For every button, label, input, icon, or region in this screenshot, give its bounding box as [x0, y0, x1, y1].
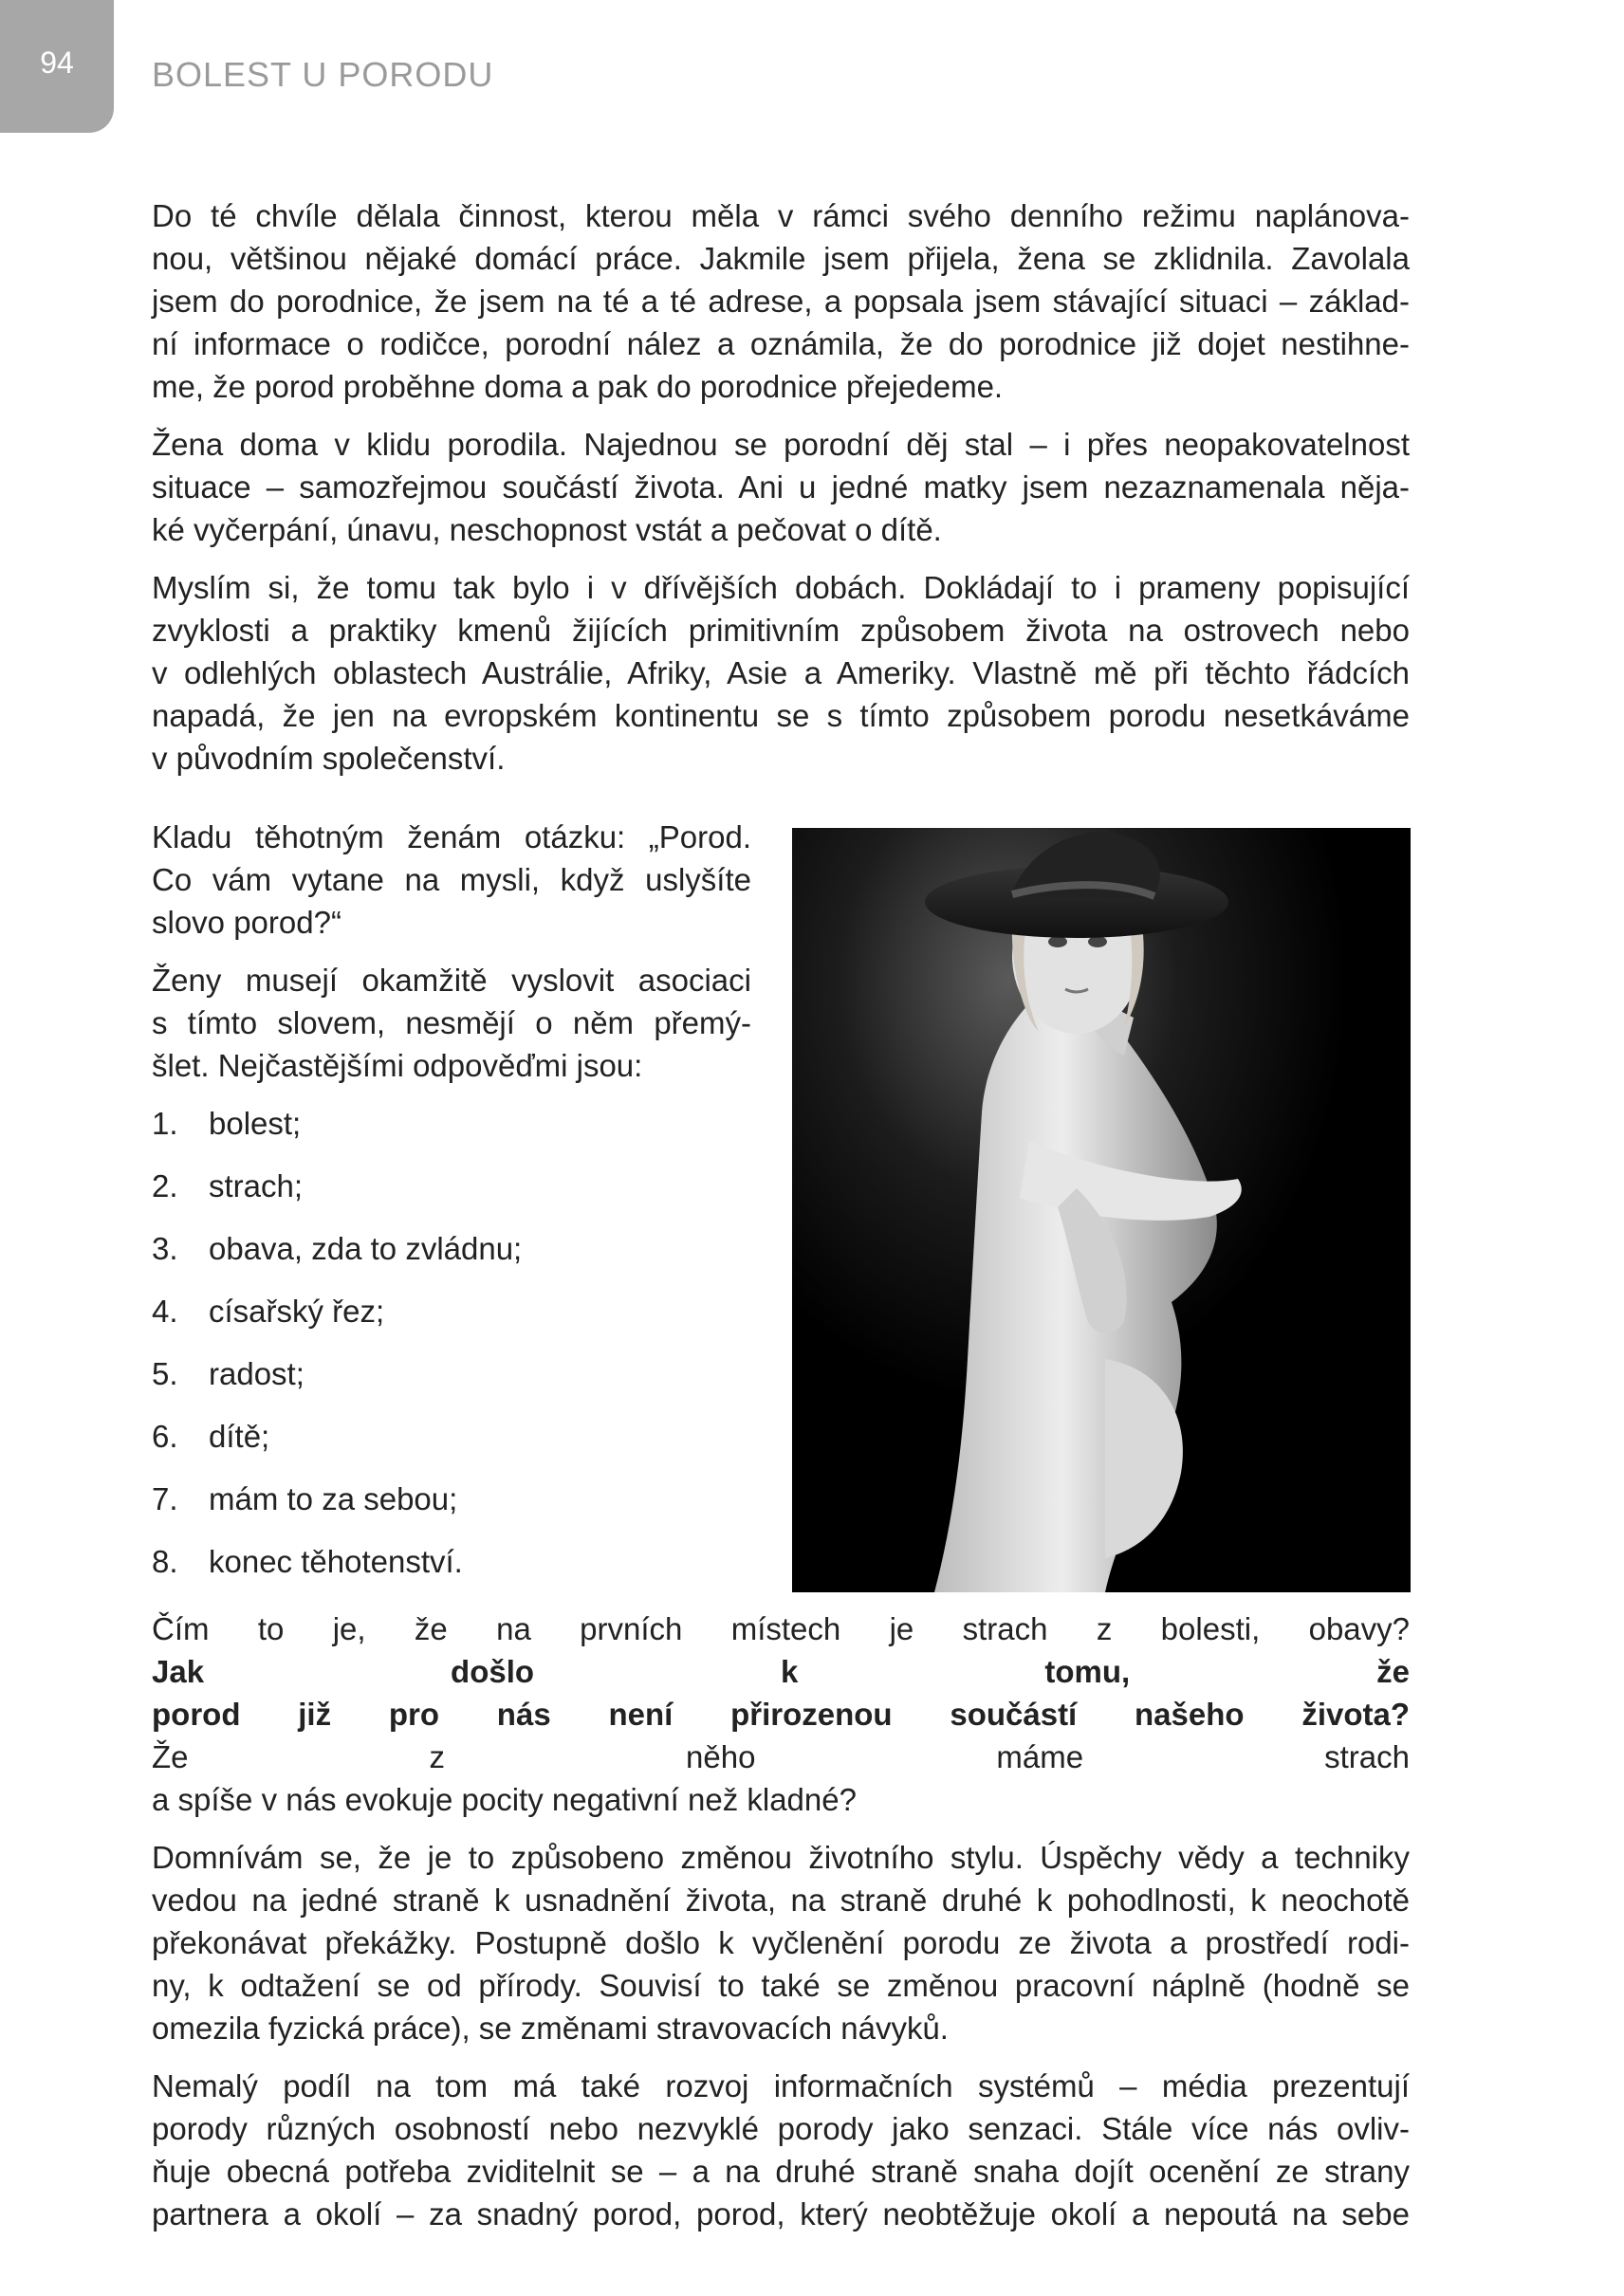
- list-item: [152, 1415, 751, 1478]
- paragraph-line: překonávat překážky. Postupně došlo k vyčlenění porodu ze života a prostředí rodi-: [152, 1925, 1410, 1960]
- paragraph-line: vedou na jedné straně k usnadnění života, na straně druhé k pohodlnosti, k neochotě: [152, 1883, 1410, 1918]
- text-run: Čím to je, že na prvních místech je strach z bolesti, obavy?: [152, 1611, 1410, 1646]
- paragraph-line: Co vám vytane na mysli, když uslyšíte: [152, 862, 751, 897]
- list-number: 3.: [152, 1231, 178, 1266]
- list-text: strach;: [209, 1168, 304, 1203]
- paragraph-line: slovo porod?“: [152, 905, 341, 940]
- paragraph-line: omezila fyzická práce), se změnami stravovacích návyků.: [152, 2011, 949, 2046]
- paragraph-line: Myslím si, že tomu tak bylo i v dřívějších dobách. Dokládají to i prameny popisující: [152, 570, 1410, 605]
- paragraph-line: ké vyčerpání, únavu, neschopnost vstát a pečovat o dítě.: [152, 512, 942, 547]
- list-number: 1.: [152, 1106, 178, 1141]
- list-number: 5.: [152, 1356, 178, 1391]
- list-item: [152, 1352, 751, 1415]
- list-number: 4.: [152, 1294, 178, 1329]
- answers-list: [152, 1102, 751, 1603]
- paragraph-8: [152, 2065, 1410, 2235]
- list-item: [152, 1227, 751, 1290]
- list-number: 8.: [152, 1544, 178, 1579]
- paragraph-line: partnera a okolí – za snadný porod, porod, který neobtěžuje okolí a nepoutá na sebe: [152, 2196, 1410, 2232]
- list-item: [152, 1478, 751, 1540]
- paragraph-line: Žena doma v klidu porodila. Najednou se porodní děj stal – i přes neopakovatelnost: [152, 427, 1410, 462]
- paragraph-line: [152, 1693, 1410, 1778]
- body-text-side: [152, 816, 751, 1603]
- paragraph-line: s tímto slovem, nesmějí o něm přemý-: [152, 1005, 751, 1040]
- photo-pregnant-woman: [792, 828, 1411, 1592]
- paragraph-line: situace – samozřejmou součástí života. Ani u jedné matky jsem nezaznamenala něja-: [152, 469, 1410, 505]
- paragraph-line: napadá, že jen na evropském kontinentu se s tímto způsobem porodu nesetkáváme: [152, 698, 1410, 733]
- paragraph-line: ní informace o rodičce, porodní nález a oznámila, že do porodnice již dojet nestihne-: [152, 326, 1410, 361]
- paragraph-line: ny, k odtažení se od přírody. Souvisí to také se změnou pracovní náplně (hodně se: [152, 1968, 1410, 2003]
- list-number: 2.: [152, 1168, 178, 1203]
- list-text: radost;: [209, 1356, 304, 1391]
- list-item: [152, 1540, 751, 1603]
- paragraph-line: v původním společenství.: [152, 741, 506, 776]
- paragraph-line: jsem do porodnice, že jsem na té a té adrese, a popsala jsem stávající situaci – základ-: [152, 284, 1410, 319]
- paragraph-5: [152, 959, 751, 1087]
- list-text: obava, zda to zvládnu;: [209, 1231, 523, 1266]
- text-run: Že z něho máme strach: [152, 1739, 1410, 1774]
- list-item: [152, 1102, 751, 1165]
- paragraph-6: [152, 1607, 1410, 1821]
- list-number: 7.: [152, 1481, 178, 1516]
- paragraph-line: [152, 1607, 1410, 1693]
- paragraph-line: nou, většinou nějaké domácí práce. Jakmile jsem přijela, žena se zklidnila. Zavolala: [152, 241, 1410, 276]
- paragraph-line: Domnívám se, že je to způsobeno změnou životního stylu. Úspěchy vědy a techniky: [152, 1840, 1410, 1875]
- body-text-bottom: [152, 1607, 1410, 2250]
- photo-illustration: [792, 828, 1411, 1592]
- list-text: mám to za sebou;: [209, 1481, 458, 1516]
- paragraph-2: [152, 423, 1410, 551]
- paragraph-line: v odlehlých oblastech Austrálie, Afriky, Asie a Ameriky. Vlastně mě při těchto řádcích: [152, 655, 1410, 690]
- list-text: bolest;: [209, 1106, 302, 1141]
- paragraph-line: me, že porod proběhne doma a pak do porodnice přejedeme.: [152, 369, 1004, 404]
- paragraph-line: šlet. Nejčastějšími odpověďmi jsou:: [152, 1048, 643, 1083]
- list-number: 6.: [152, 1419, 178, 1454]
- list-text: konec těhotenství.: [209, 1544, 463, 1579]
- paragraph-line: Nemalý podíl na tom má také rozvoj informačních systémů – média prezentují: [152, 2068, 1410, 2103]
- paragraph-line: Kladu těhotným ženám otázku: „Porod.: [152, 819, 751, 854]
- bold-text: porod již pro nás není přirozenou součástí našeho života?: [152, 1697, 1410, 1732]
- paragraph-line: Ženy musejí okamžitě vyslovit asociaci: [152, 963, 751, 998]
- paragraph-line: a spíše v nás evokuje pocity negativní než kladné?: [152, 1782, 857, 1817]
- bold-text: Jak došlo k tomu, že: [152, 1654, 1410, 1689]
- list-item: [152, 1165, 751, 1227]
- page-number-tab: [0, 0, 114, 133]
- paragraph-4: [152, 816, 751, 944]
- paragraph-line: porody různých osobností nebo nezvyklé porody jako senzaci. Stále více nás ovliv-: [152, 2111, 1410, 2146]
- paragraph-1: [152, 194, 1410, 408]
- page-number: 94: [40, 46, 74, 80]
- paragraph-line: Do té chvíle dělala činnost, kterou měla v rámci svého denního režimu naplánova-: [152, 198, 1410, 233]
- list-text: císařský řez;: [209, 1294, 385, 1329]
- list-item: [152, 1290, 751, 1352]
- body-text-top: [152, 194, 1410, 795]
- list-text: dítě;: [209, 1419, 270, 1454]
- running-head-title: BOLEST U PORODU: [152, 55, 494, 94]
- paragraph-line: ňuje obecná potřeba zviditelnit se – a na druhé straně snaha dojít ocenění ze strany: [152, 2154, 1410, 2189]
- paragraph-3: [152, 566, 1410, 780]
- paragraph-line: zvyklosti a praktiky kmenů žijících primitivním způsobem života na ostrovech nebo: [152, 613, 1410, 648]
- paragraph-7: [152, 1836, 1410, 2049]
